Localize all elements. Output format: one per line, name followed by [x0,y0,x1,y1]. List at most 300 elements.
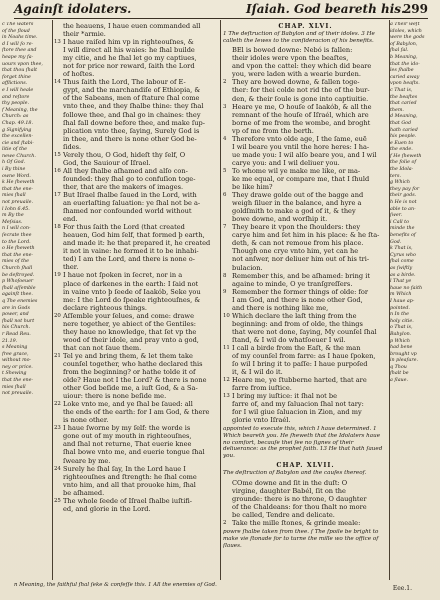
page-footer [14,582,428,594]
verse-text: Remember the former things of olde: for [232,287,369,296]
verse-line [223,215,388,223]
verse-line [223,503,388,511]
margin-note: k He ſheweth [2,180,35,186]
verse-line [223,487,388,495]
margin-note: God. [390,239,402,245]
verse-line [54,376,217,384]
margin-note: les ſhalbe [390,68,414,74]
verse-text: end. [63,215,78,224]
verse-text: of the Chaldeans: for thou ſhalt no more [232,503,367,512]
margin-note: ſtore thee and [2,48,37,54]
chapter-summary: The deſtruction of Babylon and the cauſes thereof. [223,470,367,477]
verse-number: 13 [223,393,230,400]
verse-line [54,143,217,151]
verse-text: The whole ſeede of Iſrael ſhalbe iuſtifi- [63,496,192,505]
margin-note: Cyrus who [390,252,416,258]
chapter-46-text [223,46,388,424]
verse-text: farre of, and my ſaluacion ſhal not tary: [232,400,364,409]
verse-text: For thus ſaith the Lord (that created [63,223,185,232]
verse-text: To whome wil ye make me like, or ma- [232,166,361,175]
verse-line [54,119,217,127]
margin-note: mies ſhall [2,193,26,199]
verse-line [54,271,217,279]
margin-note: they pay for [390,186,420,192]
verse-text: carye you: and I wil deliuer you. [232,158,340,167]
verse-line [223,392,388,400]
verse-line [223,312,388,320]
verse-text: I haue not ſpoken in ſecret, nor in a [63,271,183,280]
center-column-rule [220,20,221,580]
verse-line [54,111,217,119]
verse-line [54,135,217,143]
verse-line [54,505,217,513]
verse-text: and made it: he that prepared it, he created [63,239,211,248]
verse-line [54,231,217,239]
verse-text: the ends of the earth: for I am God, & there [63,408,210,417]
verse-line [223,151,388,159]
verse-line [54,400,217,408]
verse-text: farre from iuſtice. [232,384,292,393]
verse-number: 21 [54,352,61,359]
verse-line [54,440,217,448]
chapter-summary: 1 The deſtruction of Babylon and of their idoles. 3 He calleth the Iewes to the conſideracion of his benefits. [223,31,375,44]
margin-note: to the Lord. [2,239,31,245]
verse-text: Heare ye me, O houſe of Iaakób, & all the [232,102,372,111]
signature-mark: Eee.1. [392,585,412,592]
margin-note: Babylon. [390,331,412,337]
verse-text: me: I the Lord do ſpeake righteouſnes, & [63,295,201,304]
margin-note: free grace, [2,351,29,357]
verse-line [54,183,217,191]
verse-text: vnto thee, and they ſhalbe thine: they ſhal [63,102,204,111]
verse-line [54,30,217,38]
verse-line [54,199,217,207]
verse-text: Remember this, and be aſhamed: bring it [232,271,370,280]
verse-line [223,352,388,360]
verse-line [54,127,217,135]
verse-line [223,247,388,255]
verse-line [54,223,217,231]
verse-text: of hoſtes. [63,70,95,79]
margin-note: that God [390,120,412,126]
margin-note: m Which [390,292,412,298]
verse-line [223,296,388,304]
margin-note: t Shewing [2,371,27,377]
verse-text: wood of their idole, and pray vnto a god, [63,335,199,344]
verse-line [54,416,217,424]
verse-line [223,360,388,368]
verse-text: I bring my iuſtice: it ſhal not be [232,392,338,401]
margin-note: d I will ſo re- [2,41,34,47]
verse-text: that can not ſaue them. [63,343,142,352]
margin-note: q Thou [390,364,407,370]
verse-text: ted) I am the Lord, and there is none o- [63,255,195,264]
verse-text: Take the mille ſtones, & grinde meale: [232,519,361,528]
margin-note: idoles, which [390,28,422,34]
verse-text: Surely he ſhal ſay, In the Lord haue I [63,464,186,473]
left-margin-rule [52,20,53,580]
verse-line [54,408,217,416]
margin-note: p Whoſoeuer [2,279,34,285]
margin-note: litie of the [2,147,27,153]
verse-line [54,481,217,489]
verse-number: 20 [54,312,61,319]
verse-text: I will direct all his waies: he ſhal builde [63,46,195,55]
verse-text: be like him? [232,183,273,192]
verse-text: ther: for thei colde not rid the of the bur- [232,86,370,95]
verse-text: not for price nor reward, ſaith the Lord [63,62,195,71]
margin-note: his Church. [2,325,31,331]
verse-text: be called, Tendre and delicate. [232,511,335,520]
margin-note: and reſtore [2,94,30,100]
verse-text: their *armie. [63,30,106,39]
header-rule [14,18,428,19]
verse-text: againe to minde, O ye tranſgreſſers. [232,279,353,288]
verse-line [54,151,217,159]
verse-text: ue made you: I wil alſo beare you, and I wil [232,150,377,159]
margin-note: i By thine [2,167,26,173]
margin-note: ſecrate thee [2,233,32,238]
verse-text: followe thee, and ſhal go in chaines: they [63,110,201,119]
verse-line [54,448,217,456]
verse-line [54,215,217,223]
verse-number: 9 [223,288,227,295]
verse-line [223,119,388,127]
margin-note: ney or price. [2,364,33,370]
verse-line [54,78,217,86]
verse-line [223,264,388,272]
margin-note: q The enemies [2,298,38,304]
margin-note: that the ene- [2,378,34,384]
verse-number: 10 [223,312,230,319]
margin-note: afflictions. [2,81,28,87]
verse-line [223,280,388,288]
margin-note: his people. [390,134,417,140]
margin-note: c The waters [2,22,34,27]
verse-text: bulacion. [232,263,263,272]
margin-note: thy people. [2,101,30,107]
chapter-47-footnote: powre ſhalbe taken from thee. ſ The ſpoile be bright to make vie ſtonade for to turne the mille wo the office of ſlaues. [223,529,379,549]
verse-line [223,511,388,519]
verse-text: plication vnto thee, ſaying, Surely God is [63,126,200,135]
verse-text: of the Sabeans, men of ſtature ſhal come [63,94,200,103]
verse-text: borne of me from the wombe, and broght [232,118,371,127]
verse-text: declare righteous things. [63,303,147,312]
verse-text: gone out of my mouth in righteouſnes, [63,432,192,441]
margin-note: in Noahs time. [2,35,38,41]
margin-note: holy citie. [390,318,414,324]
verse-number: 3 [223,103,227,110]
verse-text: Therefore vnto olde age, I the ſame, euẽ [232,134,367,143]
margin-note: newe Church. [2,153,36,159]
margin-note: ſhal come [390,259,414,265]
verse-text: They drawe golde out of the bagge and [232,191,364,200]
verse-text: it not in vaine: he formed it to be inhabi- [63,247,199,256]
margin-note: that the ido- [390,61,420,67]
left-text-column [54,22,217,580]
verse-line [54,424,217,432]
verse-text: place of darkenes in the earth: I ſaid not [63,279,199,288]
verse-text: remnant of the houſe of Iſraél, which are [232,110,369,119]
verse-line [54,360,217,368]
verse-line [54,54,217,62]
verse-text: I am God, and there is none other God, [232,295,363,304]
verse-line [54,320,217,328]
verse-text: is none other. [63,416,109,425]
verse-text: heauen, God him ſelf, that formed þ earth, [63,231,205,240]
verse-line [54,239,217,247]
margin-note: their gods. [390,193,417,199]
verse-text: ſhal fall downe before thee, and make ſup- [63,118,205,127]
verse-text: it, & I wil do it. [232,368,283,377]
verse-text: They beare it vpon the ſhoulders: they [232,223,361,232]
verse-line [223,288,388,296]
margin-note: had bene [390,345,413,351]
verse-line [223,408,388,416]
verse-line [54,70,217,78]
verse-number: 25 [54,497,61,504]
verse-number: 14 [54,79,61,86]
margin-note: as ſwiftly [390,265,413,271]
chapter-46-footnote: appointed to execute this, which I haue determined. 1 Which beareth you. He ſheweth that the Idolaters haue no comfort, becauſe thei ſee no ſignes of their deliuerance: as the prophet ſaith. 13 He that hath ſaued you. [223,426,383,459]
verse-line [223,191,388,199]
margin-note: ſwer. [390,213,403,219]
verse-line [54,457,217,465]
margin-note: 21.19. [2,338,18,344]
margin-note: l That ye [390,279,412,285]
verse-text: Which declare the laſt thing from the [232,311,357,320]
margin-note: ſhal fal. [390,48,409,54]
verse-text: ſhamed nor confounded world without [63,207,192,216]
verse-text: Though one crye vnto him, yet can he [232,247,359,256]
verse-line [223,199,388,207]
verse-text: founded: they ſhal go to confuſion toge- [63,174,196,183]
verse-line [223,336,388,344]
margin-note: without mo- [2,358,32,364]
verse-text: Verely thou, O God, hideſt thy ſelf, O [63,150,186,159]
verse-text: ther, that are the makers of images. [63,182,184,191]
page-number: 299 [402,2,428,16]
verse-text: deth, & can not remoue from his place. [232,239,364,248]
verse-text: you, were laden with a wearie burden. [232,70,361,79]
verse-line [223,175,388,183]
verse-line [54,288,217,296]
margin-note: a ſlaue. [390,378,409,384]
right-margin-notes [390,22,438,580]
margin-note: e I will heale [2,87,34,93]
header-center-title: Iſaiah. God beareth his. [246,2,406,16]
verse-number: 24 [54,465,61,472]
margin-note: the folie of [390,160,417,166]
margin-note: the beaſtes [390,94,418,100]
verse-line [223,103,388,111]
verse-line [54,86,217,94]
footer-note: n Meaning, the faithful ſhal ſeke & confeſſe this. 1 All the enemies of God. [14,582,217,588]
verse-line [223,207,388,215]
verse-text: goldſmith to make a god of it, & they [232,207,356,216]
verse-line [54,328,217,336]
verse-text: bowe downe, and worſhip it. [232,215,328,224]
margin-note: Chap. 49.18. [2,120,33,126]
verse-text: their idoles were vpon the beaſtes, [232,54,349,63]
verse-line [223,368,388,376]
margin-note: in pleaſure. [390,358,418,364]
margin-note: i Call to [390,219,409,225]
verse-number: 6 [223,192,227,199]
verse-line [223,223,388,231]
margin-note: ſhall not hurt [2,318,35,324]
verse-number: 16 [54,167,61,174]
verse-text: Tel ye and bring them, & let them take [63,351,193,360]
margin-note: b Meaning, [390,54,418,60]
verse-line [54,94,217,102]
verse-line [223,479,388,487]
margin-note: ſhalt be [390,371,409,377]
verse-line [54,473,217,481]
margin-note: f Meaning, the [2,107,38,113]
verse-line [223,62,388,70]
verse-text: All they ſhalbe aſhamed and alſo con- [63,166,188,175]
verse-number: 15 [54,151,61,158]
verse-line [223,111,388,119]
margin-note: uours vpon thee, [2,61,43,67]
left-margin-notes [2,22,52,580]
verse-text: Aſſemble your ſelues, and come: drawe [63,311,194,320]
margin-note: haue no faith [390,285,423,291]
verse-line [223,78,388,86]
margin-note: mies ſhall [2,384,26,390]
verse-line [223,304,388,312]
margin-note: vpon beaſts. [390,81,420,87]
margin-note: forget thine [2,74,31,80]
verse-text: gypt, and the marchandiſe of Ethiopia, & [63,86,201,95]
verse-line [223,86,388,94]
margin-note: I haue ap- [390,298,415,304]
verse-line [223,328,388,336]
margin-note: power, and [2,312,29,318]
verse-line [223,416,388,424]
verse-text: I haue ſworne by my ſelf: the worde is [63,424,191,433]
verse-text: the heauens, I haue euen commanded all [63,22,201,30]
verse-line [54,191,217,199]
margin-note: hath caried [390,127,418,133]
margin-note: Church ſhall [2,265,33,271]
margin-note: not preuaile. [2,391,34,397]
verse-line [223,183,388,191]
running-header [14,2,428,18]
margin-note: that caried [390,101,417,107]
verse-number: 2 [223,520,227,527]
margin-note: p Which [390,338,410,344]
verse-line [223,167,388,175]
verse-number: 7 [223,224,227,231]
verse-number: 8 [223,272,227,279]
verse-text: nere together, ye abiect of the Gentiles: [63,319,196,328]
verse-text: Loke vnto me, and ye ſhal be ſaued: all [63,400,193,409]
verse-line [223,519,388,527]
margin-note: brought vp [390,351,417,357]
margin-note: m By the [2,213,24,219]
verse-text: grounde: there is no throne, O daughter [232,495,367,504]
margin-note: of Babylon, [390,41,418,47]
verse-number: 13 [54,39,61,46]
verse-number: 11 [223,344,230,351]
margin-note: the ende. [390,147,413,153]
margin-note: o He ſheweth [2,246,35,252]
verse-text: of my counſel from farre: as I haue ſpoken, [232,352,376,361]
verse-line [223,231,388,239]
verse-text: ſhal bowe vnto me, and euerie tongue ſhal [63,448,205,457]
verse-text: and there is nothing like me, [232,303,329,312]
verse-line [54,432,217,440]
chapter-heading: CHAP. XLVII. [276,461,335,470]
margin-note: caried away [390,74,420,80]
margin-note: ters. [390,173,402,179]
verse-line [223,46,388,54]
verse-text: righteouſnes and ſtrength: he ſhal come [63,472,197,481]
margin-note: owne Word. [2,173,31,179]
margin-note: g Signifying [2,127,32,133]
margin-note: are in Gods [2,305,30,311]
verse-text: I call a birde from the Eaſt, & the man [232,343,361,352]
margin-note: were the gods [390,35,425,41]
margin-note: able to an- [390,206,416,212]
verse-text: in thee, and there is none other God be- [63,134,197,143]
verse-number: 18 [54,224,61,231]
verse-text: and ſhal not returne, That euerie knee [63,440,192,449]
verse-text: den, & their ſoule is gone into captiuitie. [232,94,369,103]
verse-text: glorie vnto Iſraél. [232,416,291,425]
margin-note: s Meaning [2,345,28,351]
verse-number: 2 [223,79,227,86]
verse-text: ſo wil I bring it to paſſe: I haue purpoſed [232,360,368,369]
margin-note: them. [390,107,404,113]
verse-number: 5 [223,167,227,174]
margin-note: l Iohn 6.45. [2,206,30,212]
margin-note: minde the [390,226,415,232]
verse-line [223,54,388,62]
verse-number: 12 [223,377,230,384]
verse-line [223,127,388,135]
right-text-column [223,22,388,580]
verse-text: olde? Haue not I the Lord? & there is none [63,376,207,385]
verse-text: vnto him, and all that prouoke him, ſhal [63,480,196,489]
verse-line [54,296,217,304]
verse-text: I wil beare you vntil the hore heres: I ha- [232,142,370,151]
verse-text: ſweare by me. [63,456,111,465]
margin-note: that the ene- [2,252,34,258]
margin-note: Church: as [2,114,29,120]
verse-text: ed, and glorie in the Lord. [63,504,151,513]
verse-line [223,320,388,328]
verse-text: an euerlaſting ſaluation: ye ſhal not be a- [63,199,201,208]
verse-line [54,392,217,400]
verse-number: 23 [54,425,61,432]
verse-number: 4 [223,135,227,142]
verse-text: carye him and ſet him in his place: & he ſta- [232,231,380,240]
verse-line [223,159,388,167]
margin-note: that thou ſhalt [2,68,38,74]
margin-note: o That is, [390,325,413,331]
verse-number: 17 [54,191,61,198]
verse-line [223,376,388,384]
margin-note: not preuaile. [2,200,34,206]
verse-text: counſel together, who hathe declared this [63,359,203,368]
header-left-title: Againſt idolaters. [14,2,132,16]
verse-line [54,336,217,344]
margin-note: as a birde. [390,272,416,278]
verse-line [54,102,217,110]
